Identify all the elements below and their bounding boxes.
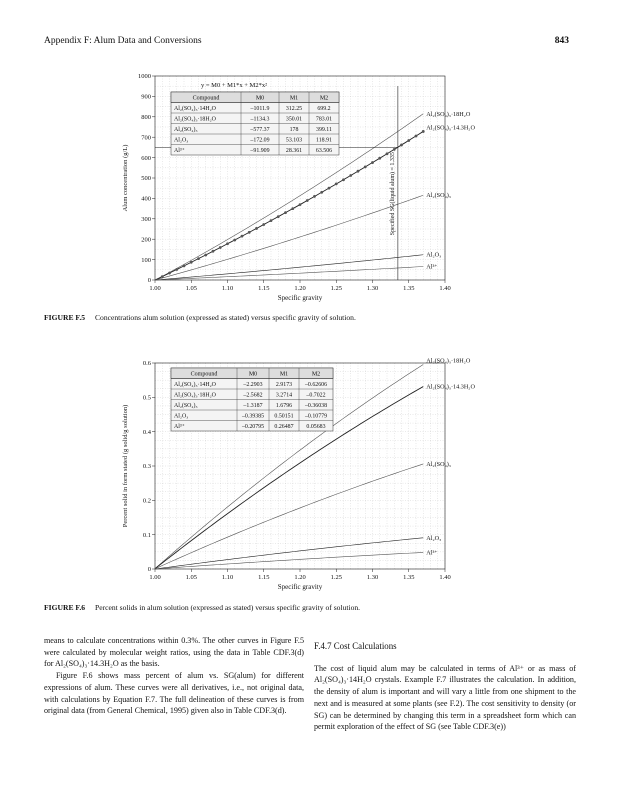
table-cell: –2.2903 [243, 382, 263, 388]
series-line [155, 538, 423, 569]
table-cell: –1134.3 [250, 116, 270, 123]
y-tick-label: 0.1 [142, 531, 151, 539]
x-axis-title: Specific gravity [277, 294, 323, 302]
x-tick-label: 1.40 [439, 574, 451, 581]
table-cell: 399.11 [316, 127, 332, 133]
data-point [415, 135, 418, 138]
y-tick-label: 0.4 [142, 428, 151, 436]
paragraph-1: means to calculate concentrations within 0.3%. The other curves in Figure F.5 were calculated by molecular weight ratios, using the data in Table CDF.3(d) for Al₂(SO₄)₃·14.3H₂O as the basis. [44, 636, 304, 669]
x-tick-label: 1.15 [258, 574, 270, 581]
body-left-column [44, 635, 304, 717]
table-cell: –0.62606 [304, 382, 328, 388]
table-header-cell: M1 [279, 371, 289, 378]
series-label: Al₂(SO₄)₃·18H₂O [426, 110, 471, 118]
x-tick-label: 1.05 [185, 285, 197, 292]
figure-f5-svg [100, 70, 500, 300]
data-point [299, 203, 302, 206]
data-point [335, 183, 338, 186]
x-tick-label: 1.00 [149, 285, 161, 292]
data-point [284, 211, 287, 214]
series-line [155, 195, 423, 280]
table-cell: Al³⁺ [174, 424, 185, 430]
data-point [320, 191, 323, 194]
paragraph-3: The cost of liquid alum may be calculated in terms of Al³⁺ or as mass of Al₂(SO₄)₃·14H₂O crystals. Example F.7 illustrates the calculation. In addition, the density of alum is important and will vary a little from one shipment to the next and is measured at some plants (see F.2). The cost sensitivity to density (or SG) can be determined by changing this term in a spreadsheet form which can permit exploration of the effect of SG (see Table CDF.3(e)) [314, 663, 576, 732]
series-label: Al₂O₃ [426, 251, 442, 259]
y-tick-label: 400 [141, 195, 151, 203]
y-tick-label: 200 [141, 236, 151, 244]
section-heading: F.4.7 Cost Calculations [314, 641, 397, 651]
y-axis-title: Percent solid in form stated (g solid/g solution) [122, 404, 129, 528]
table-cell: –1011.9 [250, 106, 270, 112]
y-tick-label: 0.5 [142, 394, 151, 402]
table-cell: –0.10779 [304, 413, 328, 420]
x-tick-label: 1.15 [258, 285, 270, 292]
data-point [364, 165, 367, 168]
x-tick-label: 1.25 [330, 574, 342, 581]
table-cell: 53.103 [285, 137, 303, 144]
series-label: Al₂(SO₄)₃·14.3H₂O [426, 383, 475, 391]
series-label: Al³⁺ [426, 263, 438, 271]
series-label: Al₂(SO₄)₃·14.3H₂O [426, 124, 475, 132]
series-label: Al³⁺ [426, 549, 438, 557]
data-point [241, 235, 244, 238]
model-equation: y = M0 + M1*x + M2*x² [201, 82, 268, 89]
y-tick-label: 700 [141, 134, 151, 142]
data-point [204, 254, 207, 257]
figure-f6-caption-label: FIGURE F.6 [44, 603, 86, 612]
table-cell: –1.3187 [243, 403, 263, 409]
table-cell: –91.909 [250, 148, 270, 154]
table-cell: –172.09 [250, 137, 270, 144]
series-label: Al₂(SO₄)₃·18H₂O [426, 357, 471, 365]
table-header-cell: Compound [192, 95, 220, 102]
data-point [277, 215, 280, 218]
data-point [357, 170, 360, 173]
paragraph-2: Figure F.6 shows mass percent of alum vs. SG(alum) for different expressions of alum. These curves were all derivatives, i.e., not original data, with calculations by Equation F.7. The full delineation of these curves is from original data (from General Chemical, 1995) given also in Table CDF.3(d). [44, 671, 304, 716]
figure-f5-caption-text: Concentrations alum solution (expressed as stated) versus specific gravity of solution. [94, 313, 356, 322]
data-point [248, 231, 251, 234]
table-cell: Al₂O₃ [174, 413, 189, 420]
series-label: Al₂(SO₄)₃ [426, 460, 451, 468]
data-point [400, 144, 403, 147]
x-tick-label: 1.30 [366, 285, 379, 292]
table-header-cell: M0 [248, 371, 258, 378]
data-point [219, 246, 222, 249]
data-point [328, 187, 331, 190]
y-tick-label: 0.6 [142, 360, 151, 368]
x-tick-label: 1.00 [149, 574, 161, 581]
table-cell: –0.36038 [304, 403, 328, 409]
data-point [233, 239, 236, 242]
data-point [270, 219, 273, 222]
x-tick-label: 1.30 [366, 574, 379, 581]
table-cell: –0.39385 [241, 413, 265, 420]
x-tick-label: 1.10 [221, 285, 234, 292]
table-cell: 1.6796 [275, 403, 293, 409]
series-line [155, 464, 423, 569]
series-label: Al₂(SO₄)₃ [426, 192, 451, 200]
table-cell: –2.5682 [243, 392, 263, 399]
data-point [183, 265, 186, 268]
y-tick-label: 0.3 [142, 463, 151, 471]
table-header-cell: M1 [289, 95, 299, 102]
table-cell: Al₂O₃ [174, 137, 189, 144]
table-cell: 699.2 [317, 106, 331, 112]
table-cell: 178 [289, 127, 299, 133]
table-cell: 0.50151 [274, 413, 294, 420]
table-cell: Al₂(SO₄)₃·18H₂O [174, 392, 216, 399]
table-cell: Al₂(SO₄)₃ [174, 403, 198, 409]
y-tick-label: 0 [147, 277, 151, 285]
data-point [371, 161, 374, 164]
table-cell: 2.9173 [275, 382, 293, 388]
table-cell: Al₂(SO₄)₃·14H₂O [174, 382, 216, 388]
figure-f6-caption-text: Percent solids in alum solution (expressed as stated) versus specific gravity of solution. [94, 603, 361, 612]
data-point [378, 157, 381, 160]
figure-f6-caption [44, 603, 360, 612]
body-right-column [314, 635, 576, 733]
x-tick-label: 1.05 [185, 574, 197, 581]
table-cell: –577.37 [250, 127, 270, 133]
figure-f6-svg [100, 355, 500, 595]
table-cell: 0.05683 [306, 424, 326, 430]
data-point [422, 130, 425, 133]
x-tick-label: 1.10 [221, 574, 234, 581]
series-line [155, 552, 423, 569]
data-point [313, 195, 316, 198]
x-tick-label: 1.25 [330, 285, 342, 292]
figure-f5-caption [44, 313, 356, 322]
y-tick-label: 100 [141, 256, 151, 264]
x-tick-label: 1.20 [294, 285, 306, 292]
data-point [306, 199, 309, 202]
data-point [212, 250, 215, 253]
table-cell: 118.91 [316, 137, 332, 144]
x-tick-label: 1.35 [403, 574, 415, 581]
y-tick-label: 0 [147, 566, 151, 574]
data-point [386, 152, 389, 155]
figure-f5-chart [100, 70, 500, 300]
table-header-cell: M2 [311, 371, 321, 378]
y-tick-label: 0.2 [142, 497, 151, 505]
data-point [342, 178, 345, 181]
data-point [168, 272, 171, 275]
figure-f5-caption-label: FIGURE F.5 [44, 313, 86, 322]
data-point [226, 242, 229, 245]
table-header-cell: M2 [319, 95, 329, 102]
table-cell: 3.2714 [275, 392, 293, 399]
table-header-cell: Compound [190, 371, 218, 378]
y-tick-label: 300 [141, 216, 151, 223]
series-line [155, 255, 423, 280]
data-point [349, 174, 352, 177]
page-number: 843 [554, 36, 569, 46]
data-point [291, 207, 294, 210]
table-cell: Al₂(SO₄)₃·18H₂O [174, 116, 216, 123]
table-cell: Al₂(SO₄)₃·14H₂O [174, 106, 216, 112]
x-tick-label: 1.20 [294, 574, 306, 581]
y-tick-label: 800 [141, 114, 151, 121]
figure-f6-chart [100, 355, 500, 595]
table-cell: 312.25 [285, 106, 303, 112]
table-cell: 783.01 [315, 116, 333, 123]
data-point [197, 257, 200, 260]
table-cell: 350.01 [285, 116, 303, 123]
data-point [175, 268, 178, 271]
table-header-cell: M0 [255, 95, 265, 102]
data-point [190, 261, 193, 264]
table-cell: –0.20795 [241, 424, 265, 430]
running-header-left: Appendix F: Alum Data and Conversions [44, 36, 202, 46]
data-point [262, 223, 265, 226]
data-point [407, 139, 410, 142]
table-cell: 0.26487 [274, 424, 294, 430]
y-tick-label: 600 [141, 154, 151, 162]
x-tick-label: 1.40 [439, 285, 451, 292]
table-cell: Al₂(SO₄)₃ [174, 127, 198, 133]
table-cell: Al³⁺ [174, 148, 185, 154]
data-point [393, 148, 396, 151]
x-axis-title: Specific gravity [277, 583, 323, 591]
table-cell: –0.7022 [306, 392, 326, 399]
x-tick-label: 1.35 [403, 285, 415, 292]
y-tick-label: 500 [141, 175, 151, 183]
table-cell: 28.361 [285, 148, 303, 154]
reference-line-label: Specified SG(liquid alum) = 1.335 [389, 152, 396, 236]
y-tick-label: 1000 [138, 73, 151, 81]
y-axis-title: Alum concentration (g/L) [122, 144, 129, 212]
y-tick-label: 900 [141, 93, 151, 101]
data-point [255, 227, 258, 230]
table-cell: 63.506 [315, 148, 333, 154]
series-label: Al₂O₃ [426, 534, 442, 542]
